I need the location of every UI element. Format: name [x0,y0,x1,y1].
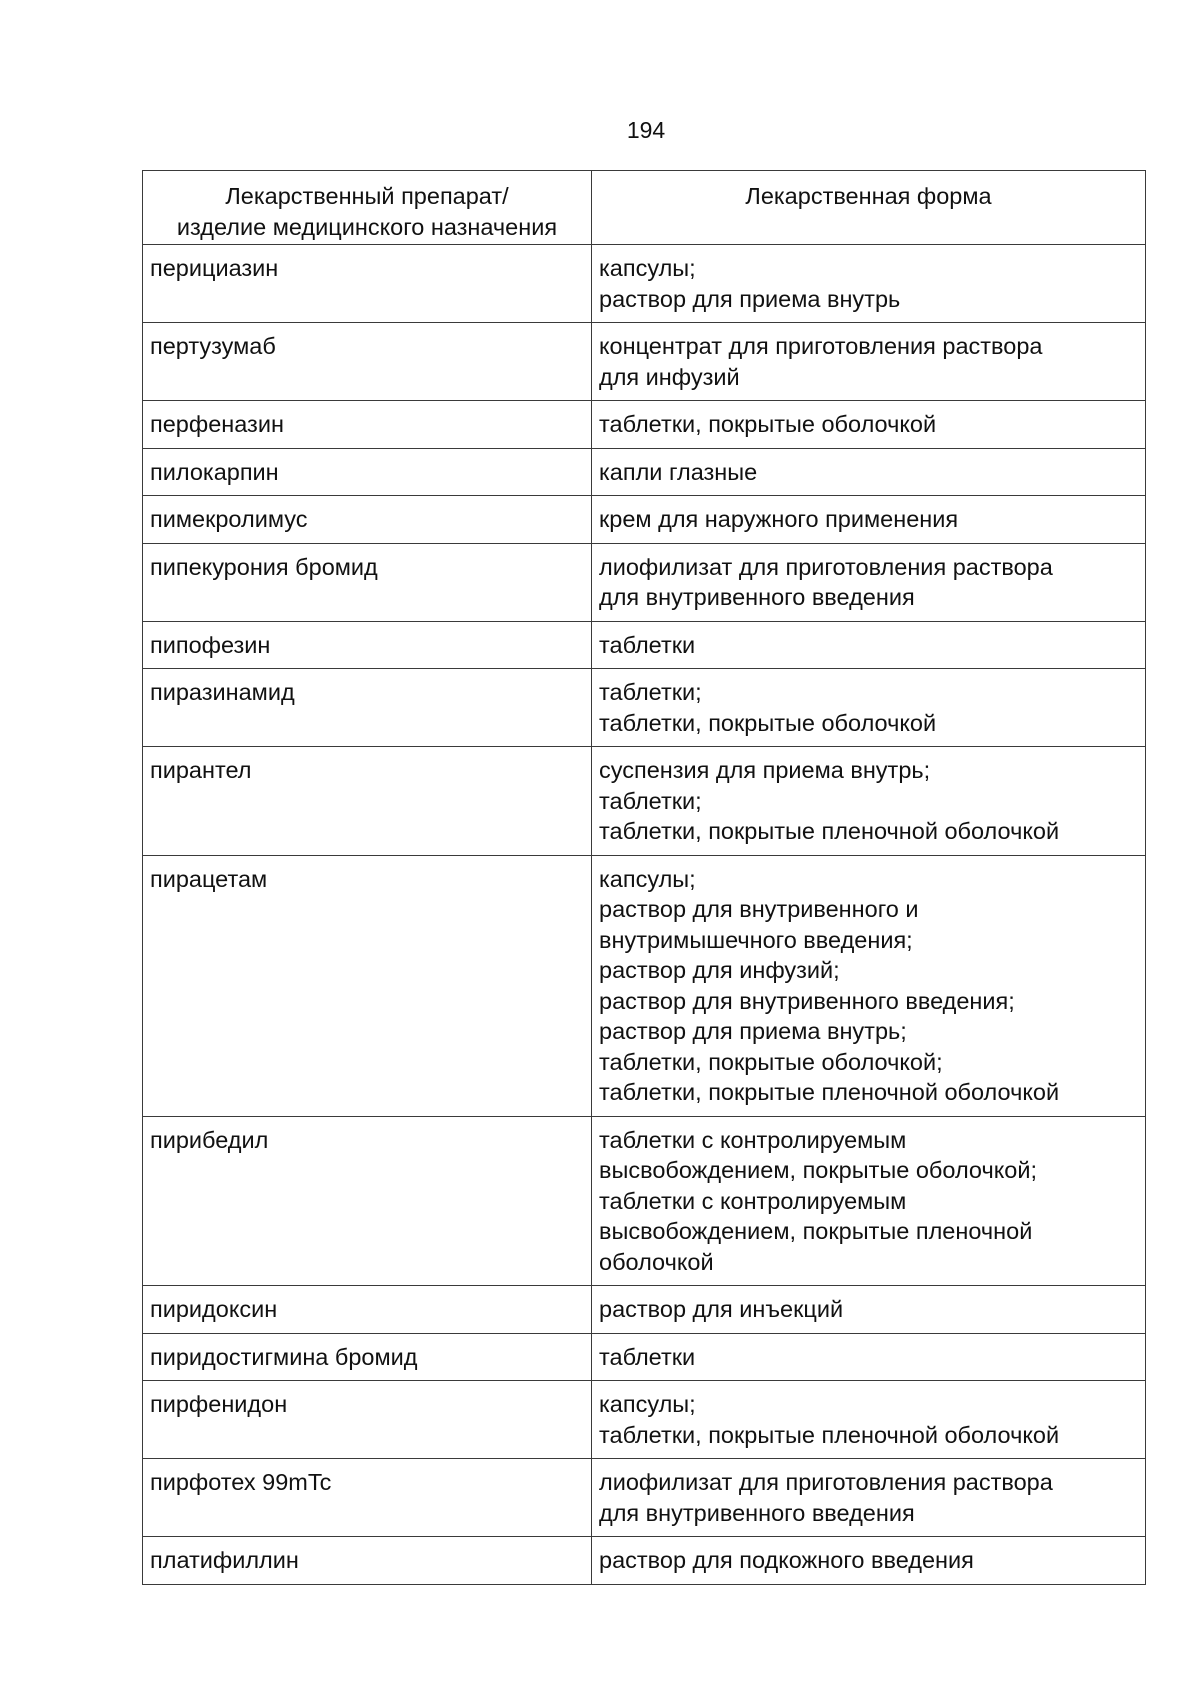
dosage-form-cell [592,1116,1146,1286]
dosage-form-line: раствор для внутривенного и [599,896,919,922]
drug-name-cell [143,855,592,1116]
table-row [143,401,1146,449]
dosage-form-cell [592,245,1146,323]
dosage-form-line: таблетки; [599,787,702,814]
drug-name-cell [143,747,592,856]
dosage-form-line: для инфузий [599,363,740,390]
table-row [143,669,1146,747]
dosage-form-cell [592,1537,1146,1585]
table-row [143,1333,1146,1381]
drug-name-cell [143,1381,592,1459]
dosage-form-line: таблетки [599,1343,696,1370]
dosage-form-line: для внутривенного введения [599,584,915,610]
dosage-form-cell [592,1333,1146,1381]
dosage-form-line: раствор для подкожного введения [599,1547,974,1573]
drug-name: пимекролимус [150,506,308,532]
dosage-form-line: таблетки, покрытые оболочкой [599,709,937,736]
drug-name: пирибедил [150,1126,269,1153]
table-row [143,1286,1146,1334]
table-row [143,621,1146,669]
dosage-form-line: лиофилизат для приготовления раствора [599,1469,1053,1495]
table-row [143,1381,1146,1459]
dosage-form-line: высвобождением, покрытые пленочной [599,1218,1033,1244]
dosage-form-line: концентрат для приготовления раствора [599,333,1043,359]
dosage-form-line: раствор для приема внутрь; [599,1018,907,1044]
drug-name: пипекурония бромид [150,553,378,580]
dosage-form-line: таблетки, покрытые оболочкой [599,411,937,437]
dosage-form-line: таблетки, покрытые пленочной оболочкой [599,1421,1060,1448]
table-row [143,1537,1146,1585]
dosage-form-line: таблетки; [599,679,702,705]
drug-name: пиридоксин [150,1296,278,1322]
header-drug [143,171,592,245]
dosage-form-line: внутримышечного введения; [599,926,913,953]
dosage-form-cell [592,496,1146,544]
drug-name: пилокарпин [150,458,279,485]
dosage-form-line: капсулы; [599,865,696,892]
dosage-form-cell [592,543,1146,621]
dosage-form-cell [592,1459,1146,1537]
dosage-form-line: высвобождением, покрытые оболочкой; [599,1157,1037,1183]
drug-name-cell [143,323,592,401]
drug-name-cell [143,621,592,669]
dosage-form-line: для внутривенного введения [599,1499,915,1526]
table-row [143,323,1146,401]
table-row [143,448,1146,496]
drug-forms-table [142,170,1146,1585]
dosage-form-cell [592,747,1146,856]
header-drug-line-1: Лекарственный препарат/ [225,183,509,209]
drug-name-cell [143,1116,592,1286]
table-row [143,1459,1146,1537]
drug-name: платифиллин [150,1547,299,1573]
drug-name: пирацетам [150,865,268,892]
drug-name-cell [143,543,592,621]
drug-name: пирантел [150,757,252,783]
dosage-form-cell [592,1381,1146,1459]
dosage-form-cell [592,448,1146,496]
drug-name-cell [143,1333,592,1381]
drug-name: пипофезин [150,631,271,658]
table-row [143,855,1146,1116]
drug-name: перфеназин [150,411,284,437]
dosage-form-line: оболочкой [599,1248,714,1275]
header-form-label: Лекарственная форма [745,183,992,209]
page-number: 194 [626,117,666,143]
dosage-form-cell [592,855,1146,1116]
dosage-form-line: таблетки, покрытые пленочной оболочкой [599,1079,1060,1105]
drug-name-cell [143,401,592,449]
table-row [143,1116,1146,1286]
table-row [143,245,1146,323]
header-drug-line-2: изделие медицинского назначения [176,213,558,240]
dosage-form-line: крем для наружного применения [599,506,959,532]
dosage-form-cell [592,1286,1146,1334]
drug-name-cell [143,496,592,544]
dosage-form-line: таблетки, покрытые оболочкой; [599,1048,943,1075]
table-body [143,245,1146,1585]
dosage-form-line: лиофилизат для приготовления раствора [599,553,1053,580]
drug-name-cell [143,1286,592,1334]
table-row [143,747,1146,856]
dosage-form-cell [592,621,1146,669]
drug-name-cell [143,448,592,496]
table-row [143,496,1146,544]
drug-name: перициазин [150,255,279,281]
dosage-form-line: раствор для внутривенного введения; [599,987,1015,1014]
dosage-form-line: раствор для инфузий; [599,957,840,983]
dosage-form-cell [592,669,1146,747]
dosage-form-line: таблетки с контролируемым [599,1126,907,1153]
dosage-form-line: раствор для приема внутрь [599,285,901,312]
drug-name: пиразинамид [150,679,295,705]
dosage-form-line: таблетки, покрытые пленочной оболочкой [599,818,1060,844]
dosage-form-line: таблетки [599,631,696,658]
drug-name-cell [143,1459,592,1537]
dosage-form-line: раствор для инъекций [599,1296,844,1322]
dosage-form-cell [592,401,1146,449]
drug-name-cell [143,669,592,747]
dosage-form-line: таблетки с контролируемым [599,1187,907,1214]
drug-name: пиридостигмина бромид [150,1343,418,1370]
table-row [143,543,1146,621]
drug-name: пертузумаб [150,333,276,359]
drug-name: пирфенидон [150,1391,288,1417]
table-header-row [143,171,1146,245]
header-form [592,171,1146,245]
dosage-form-line: суспензия для приема внутрь; [599,757,931,783]
dosage-form-line: капсулы; [599,1391,696,1417]
drug-name-cell [143,245,592,323]
drug-name-cell [143,1537,592,1585]
dosage-form-line: капсулы; [599,255,696,281]
drug-name: пирфотех 99mTc [150,1469,332,1495]
dosage-form-cell [592,323,1146,401]
dosage-form-line: капли глазные [599,458,758,485]
